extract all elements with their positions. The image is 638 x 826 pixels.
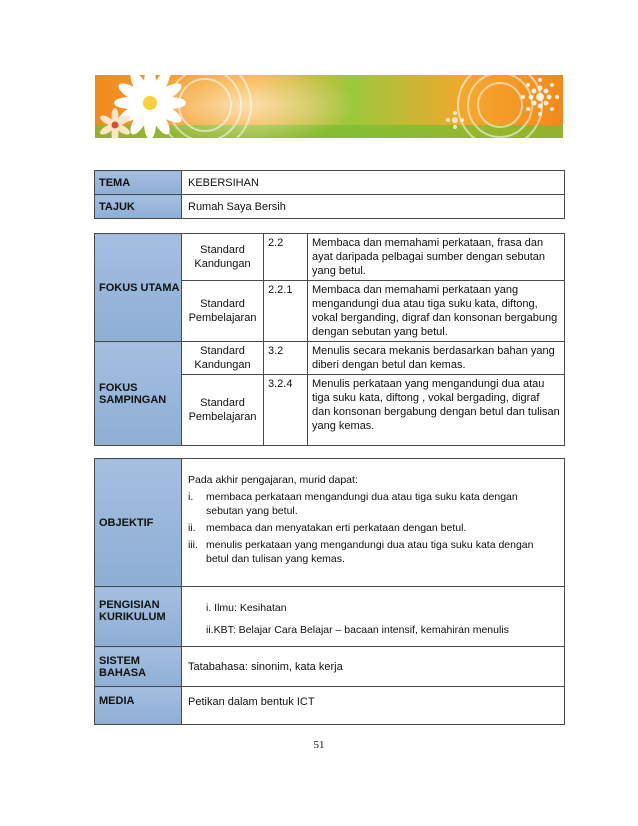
- pengisian-label: PENGISIAN KURIKULUM: [95, 587, 182, 647]
- media-row: [95, 687, 565, 725]
- fokus-row: [95, 342, 565, 375]
- fokus-table: [94, 233, 565, 446]
- fokus-row: [95, 234, 565, 281]
- objektif-list: [188, 490, 556, 566]
- standard-type: Standard Pembelajaran: [182, 375, 264, 446]
- standard-text: Menulis secara mekanis berdasarkan bahan yang diberi dengan betul dan kemas.: [308, 342, 565, 375]
- standard-type: Standard Pembelajaran: [182, 281, 264, 342]
- list-item: [188, 521, 556, 535]
- standard-text: Menulis perkataan yang mengandungi dua atau tiga suku kata, diftong , vokal bergading, digraf dan konsonan bergabung dengan betul dan tulisan yang kemas.: [308, 375, 565, 446]
- details-table: [94, 458, 565, 725]
- tema-label: TEMA: [95, 171, 182, 195]
- standard-code: 3.2.4: [264, 375, 308, 446]
- floral-banner: [95, 75, 563, 138]
- tajuk-value: Rumah Saya Bersih: [182, 195, 565, 219]
- list-item: [188, 538, 556, 566]
- list-item-text: menulis perkataan yang mengandungi dua atau tiga suku kata dengan betul dan tulisan yang kemas.: [206, 539, 534, 565]
- standard-text: Membaca dan memahami perkataan, frasa dan ayat daripada pelbagai sumber dengan sebutan yang betul.: [308, 234, 565, 281]
- tema-tajuk-table: [94, 170, 565, 219]
- objektif-row: [95, 459, 565, 587]
- sistem-value: Tatabahasa: sinonim, kata kerja: [182, 647, 565, 687]
- list-item-text: membaca perkataan mengandungi dua atau tiga suku kata dengan sebutan yang betul.: [206, 491, 518, 517]
- tajuk-row: [95, 195, 565, 219]
- standard-type: Standard Kandungan: [182, 342, 264, 375]
- tajuk-label: TAJUK: [95, 195, 182, 219]
- pengisian-item: i. Ilmu: Kesihatan: [206, 602, 287, 614]
- media-value: Petikan dalam bentuk ICT: [182, 687, 565, 725]
- list-item-number: ii.: [188, 522, 196, 534]
- list-item-number: iii.: [188, 539, 198, 551]
- objektif-label: OBJEKTIF: [95, 459, 182, 587]
- standard-text: Membaca dan memahami perkataan yang mengandungi dua atau tiga suku kata, diftong, vokal berganding, digraf dan konsonan bergabung dengan sebutan yang betul.: [308, 281, 565, 342]
- standard-code: 2.2: [264, 234, 308, 281]
- objektif-intro: Pada akhir pengajaran, murid dapat:: [188, 474, 358, 486]
- fokus-utama-label: FOKUS UTAMA: [95, 234, 182, 342]
- standard-code: 3.2: [264, 342, 308, 375]
- sistem-row: [95, 647, 565, 687]
- tema-value: KEBERSIHAN: [182, 171, 565, 195]
- media-label: MEDIA: [95, 687, 182, 725]
- fokus-sampingan-label: FOKUS SAMPINGAN: [95, 342, 182, 446]
- pengisian-row: [95, 587, 565, 647]
- standard-type: Standard Kandungan: [182, 234, 264, 281]
- standard-code: 2.2.1: [264, 281, 308, 342]
- list-item-text: membaca dan menyatakan erti perkataan dengan betul.: [206, 522, 467, 534]
- list-item-number: i.: [188, 491, 194, 503]
- page-number: 51: [313, 739, 325, 751]
- tema-row: [95, 171, 565, 195]
- list-item: [188, 490, 556, 518]
- pengisian-item: ii.KBT: Belajar Cara Belajar – bacaan intensif, kemahiran menulis: [206, 624, 509, 636]
- sistem-label: SISTEM BAHASA: [95, 647, 182, 687]
